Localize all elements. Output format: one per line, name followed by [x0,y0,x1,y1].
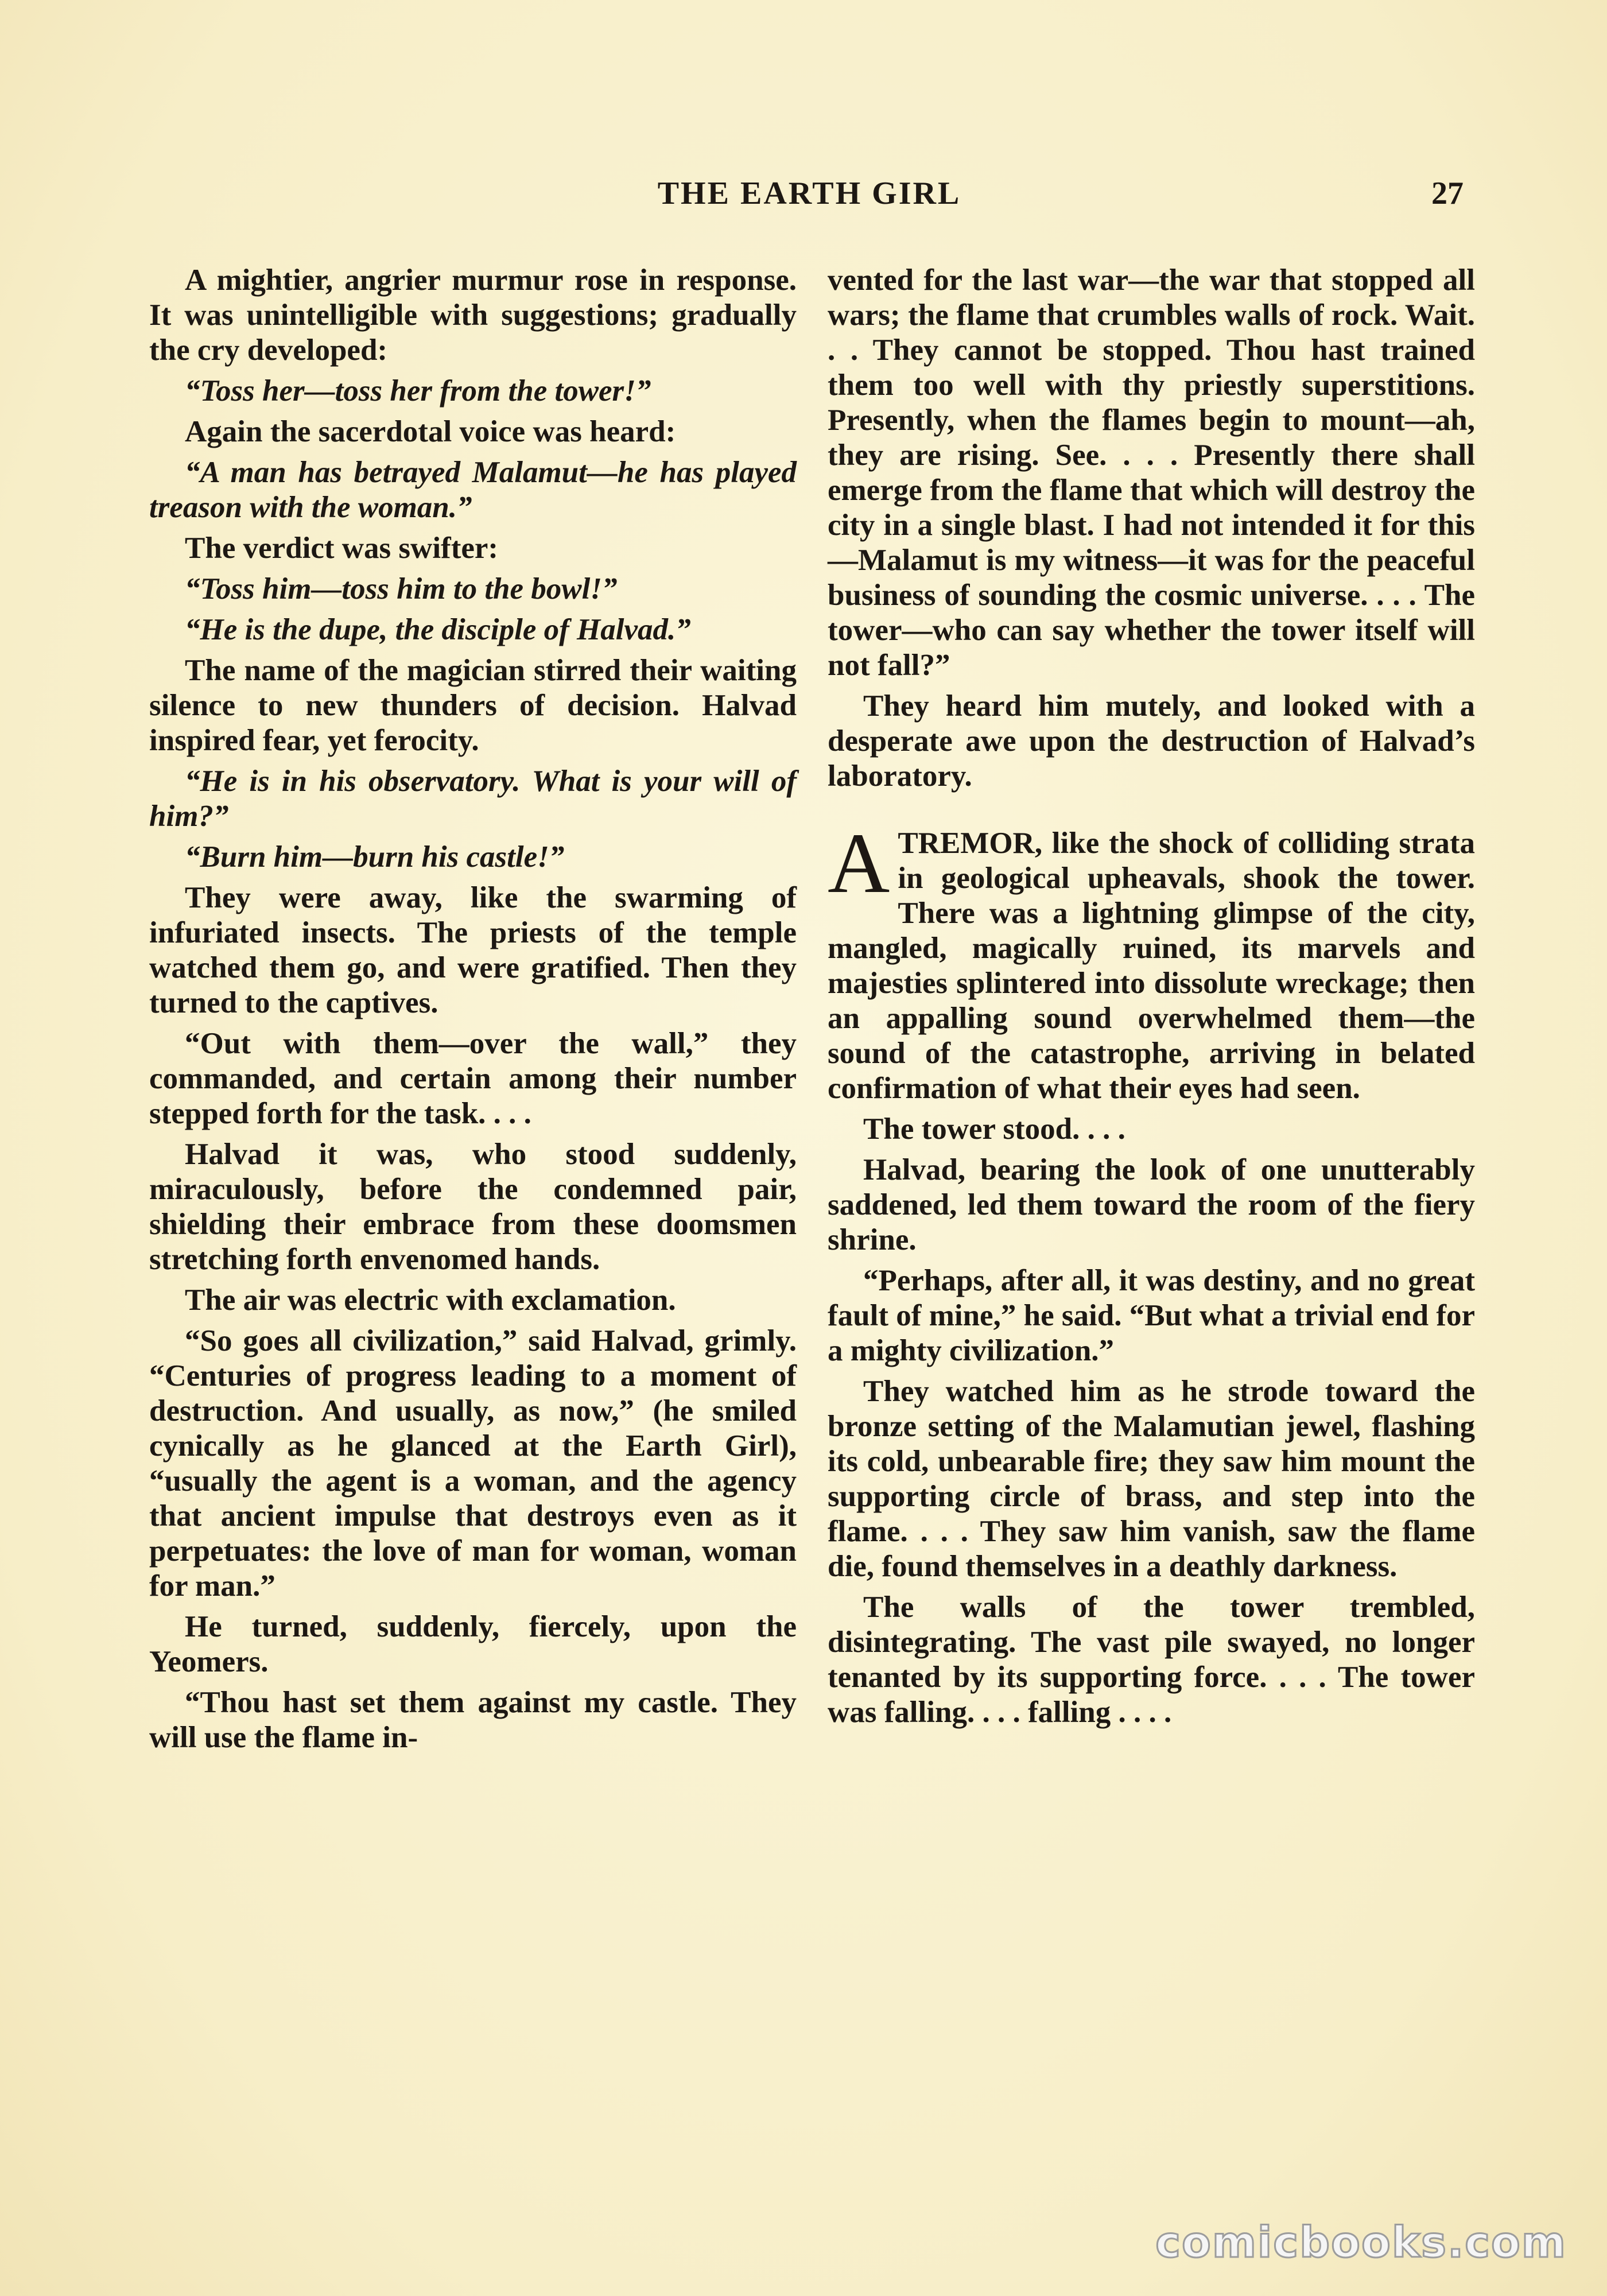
paragraph: Halvad, bearing the look of one unutterably saddened, led them toward the room of the fiery shrine. [828,1153,1475,1256]
paragraph: “So goes all civilization,” said Halvad, grimly. “Centuries of progress leading to a moment of destruction. And usually, as now,” (he smiled cynically as he glanced at the Earth Girl), “usually the agent is a woman, and the agency that ancient impulse that destroys even as it perpetuates: the love of man for woman, woman for man.” [149,1324,797,1603]
watermark: comicbooks.com [1155,2218,1567,2267]
paragraph: A mightier, angrier murmur rose in response. It was unintelligible with suggestions; gradually the cry developed: [149,263,797,367]
paragraph: “Perhaps, after all, it was destiny, and no great fault of mine,” he said. “But what a trivial end for a mighty civilization.” [828,1264,1475,1367]
drop-cap-text: TREMOR, like the shock of colliding strata in geological upheavals, shook the tower. There was a lightning glimpse of the city, mangled, magically ruined, its marvels and majesties splintered into dissolute wreckage; then an appalling sound overwhelmed them—the sound of the catastrophe, arriving in belated confirmation of what their eyes had seen. [828,827,1475,1105]
paragraph: “Out with them—over the wall,” they commanded, and certain among their number stepped forth for the task. . . . [149,1027,797,1130]
left-column [149,263,797,1761]
section-opening-paragraph [828,816,1475,1106]
paragraph: “Toss her—toss her from the tower!” [185,374,651,408]
paragraph: They were away, like the swarming of infuriated insects. The priests of the temple watched them go, and were gratified. Then they turned to the captives. [149,881,797,1019]
paragraph: “A man has betrayed Malamut—he has played treason with the woman.” [149,456,797,524]
paragraph: Again the sacerdotal voice was heard: [185,415,676,448]
running-title: THE EARTH GIRL [657,176,961,211]
paragraph: Halvad it was, who stood suddenly, miraculously, before the condemned pair, shielding their embrace from these doomsmen stretching forth envenomed hands. [149,1138,797,1276]
page-number: 27 [1431,176,1464,211]
paragraph: The air was electric with exclamation. [185,1283,676,1317]
paragraph: “Thou hast set them against my castle. They will use the flame in- [149,1686,797,1754]
paragraph: He turned, suddenly, fiercely, upon the Yeomers. [149,1610,797,1678]
paragraph: The tower stood. . . . [863,1112,1125,1146]
paragraph: The verdict was swifter: [185,532,499,565]
paragraph: “He is in his observatory. What is your will of him?” [149,765,797,833]
paragraph: “Burn him—burn his castle!” [185,840,565,874]
paragraph: “He is the dupe, the disciple of Halvad.” [185,613,691,646]
paragraph: The walls of the tower trembled, disintegrating. The vast pile swayed, no longer tenanted by its supporting force. . . . The tower was falling. . . . falling . . . . [828,1591,1475,1729]
paragraph: The name of the magician stirred their waiting silence to new thunders of decision. Halvad inspired fear, yet ferocity. [149,654,797,757]
paragraph: vented for the last war—the war that stopped all wars; the flame that crumbles walls of rock. Wait. . . They cannot be stopped. Thou hast trained them too well with thy priestly superstitions. Presently, when the flames begin to mount—ah, they are rising. See. . . . Presently there shall emerge from the flame that which will destroy the city in a single blast. I had not intended it for this—Malamut is my witness—it was for the peaceful business of sounding the cosmic universe. . . . The tower—who can say whether the tower itself will not fall?” [828,263,1475,682]
page-header [155,175,1464,221]
right-column [828,263,1475,1736]
drop-cap: A [828,816,890,911]
paragraph: They heard him mutely, and looked with a desperate awe upon the destruction of Halvad’s laboratory. [828,689,1475,793]
paragraph: They watched him as he strode toward the bronze setting of the Malamutian jewel, flashing its cold, unbearable fire; they saw him mount the supporting circle of brass, and step into the flame. . . . They saw him vanish, saw the flame die, found themselves in a deathly darkness. [828,1375,1475,1583]
paragraph: “Toss him—toss him to the bowl!” [185,572,618,606]
